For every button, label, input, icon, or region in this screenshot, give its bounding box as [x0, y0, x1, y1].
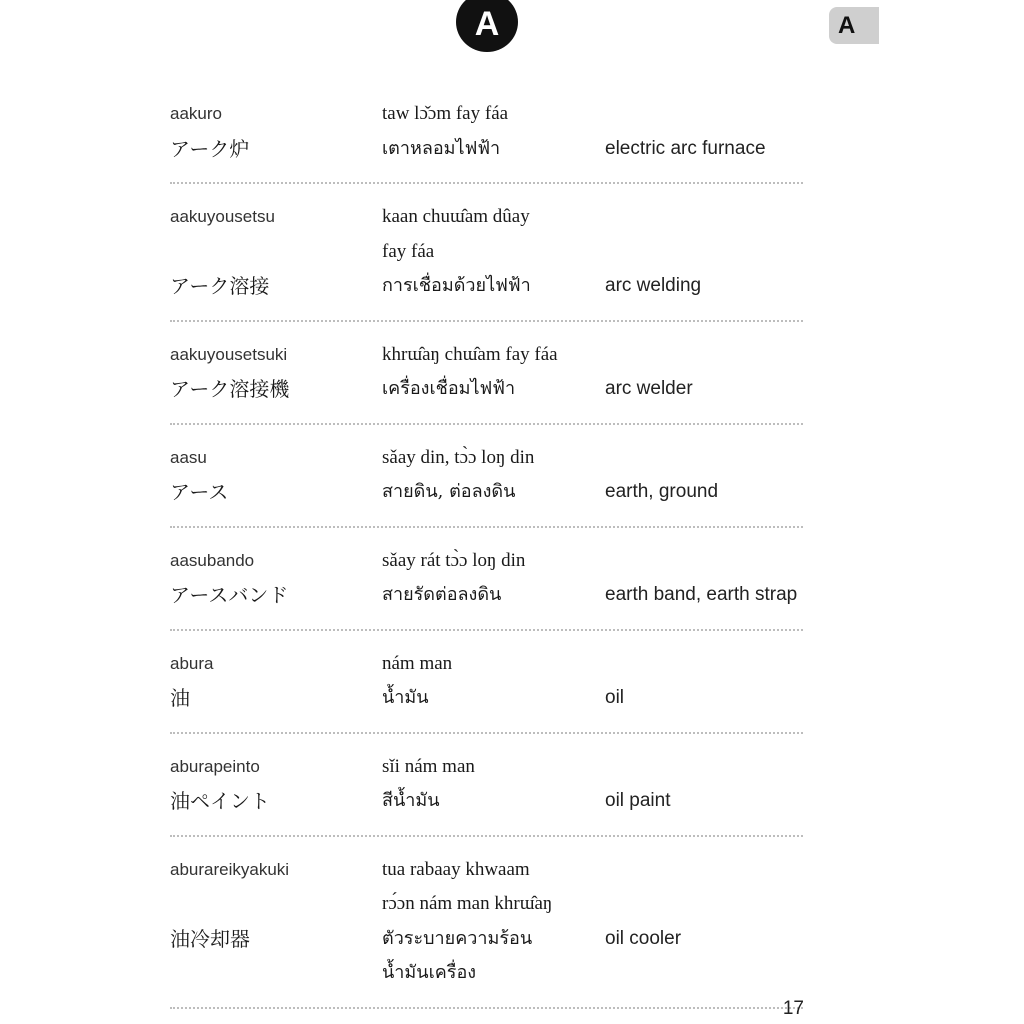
- entry-transliteration: nám man: [382, 652, 453, 674]
- entry-transliteration: sǎay rát tɔ̀ɔ loŋ din: [382, 549, 526, 571]
- entry-thai: การเชื่อมด้วยไฟฟ้า: [382, 275, 531, 296]
- entry-thai: สายรัดต่อลงดิน: [382, 584, 502, 605]
- entry-english: electric arc furnace: [605, 137, 766, 159]
- entry-english: oil cooler: [605, 927, 682, 949]
- entry-transliteration: taw lɔ̌ɔm fay fáa: [382, 103, 509, 124]
- section-thumb-tab: A: [829, 7, 879, 44]
- dictionary-entry: [170, 750, 803, 837]
- entry-thai: สายดิน, ต่อลงดิน: [382, 481, 516, 502]
- entry-english: earth, ground: [605, 481, 719, 502]
- entry-thai: น้ำมันเครื่อง: [382, 962, 477, 983]
- entry-japanese: アースバンド: [170, 583, 289, 607]
- entry-transliteration: sǎay din, tɔ̀ɔ loŋ din: [382, 446, 535, 468]
- dictionary-entry: [170, 441, 803, 528]
- dictionary-entry: [170, 647, 803, 734]
- entry-japanese: 油冷却器: [170, 926, 250, 951]
- dictionary-entry: [170, 338, 803, 425]
- entry-english: arc welder: [605, 378, 693, 399]
- entry-transliteration: sǐi nám man: [382, 755, 475, 777]
- entry-romaji: aakuyousetsuki: [170, 344, 288, 364]
- entry-japanese: アーク炉: [170, 136, 250, 161]
- entry-romaji: aakuyousetsu: [170, 207, 275, 226]
- entry-japanese: アース: [170, 480, 229, 504]
- entry-transliteration: kaan chuɯ̂am dûay: [382, 206, 530, 227]
- entry-romaji: abura: [170, 653, 214, 673]
- entry-transliteration: khrɯ̂aŋ chɯ̂am fay fáa: [382, 343, 558, 365]
- dictionary-entry: [170, 544, 803, 631]
- entry-thai: สีน้ำมัน: [382, 790, 440, 811]
- entry-romaji: aasu: [170, 447, 207, 467]
- entry-transliteration: tua rabaay khwaam: [382, 858, 530, 880]
- entry-japanese: アーク溶接機: [170, 377, 290, 401]
- entry-thai: น้ำมัน: [382, 687, 429, 708]
- entry-transliteration: fay fáa: [382, 240, 435, 262]
- entry-japanese: 油: [170, 686, 190, 710]
- entry-romaji: aburapeinto: [170, 756, 260, 776]
- entry-romaji: aakuro: [170, 104, 222, 123]
- section-letter-badge: A: [456, 0, 518, 52]
- entry-japanese: アーク溶接: [170, 274, 270, 298]
- entry-transliteration: rɔ́ɔn nám man khrɯ̂aŋ: [382, 893, 553, 914]
- entry-romaji: aburareikyakuki: [170, 859, 290, 879]
- entry-thai: ตัวระบายความร้อน: [382, 927, 533, 949]
- entry-english: oil paint: [605, 790, 671, 811]
- entry-thai: เตาหลอมไฟฟ้า: [382, 137, 501, 159]
- entry-romaji: aasubando: [170, 550, 255, 570]
- dictionary-entry: [170, 853, 803, 1009]
- entry-japanese: 油ペイント: [170, 789, 270, 813]
- entry-english: arc welding: [605, 275, 702, 296]
- dictionary-entry: [170, 200, 803, 322]
- entry-english: earth band, earth strap: [605, 584, 798, 605]
- entry-thai: เครื่องเชื่อมไฟฟ้า: [382, 378, 516, 399]
- entry-list: [170, 97, 803, 1024]
- dictionary-entry: [170, 97, 803, 184]
- entry-english: oil: [605, 687, 625, 708]
- page-number: 17: [782, 998, 804, 1019]
